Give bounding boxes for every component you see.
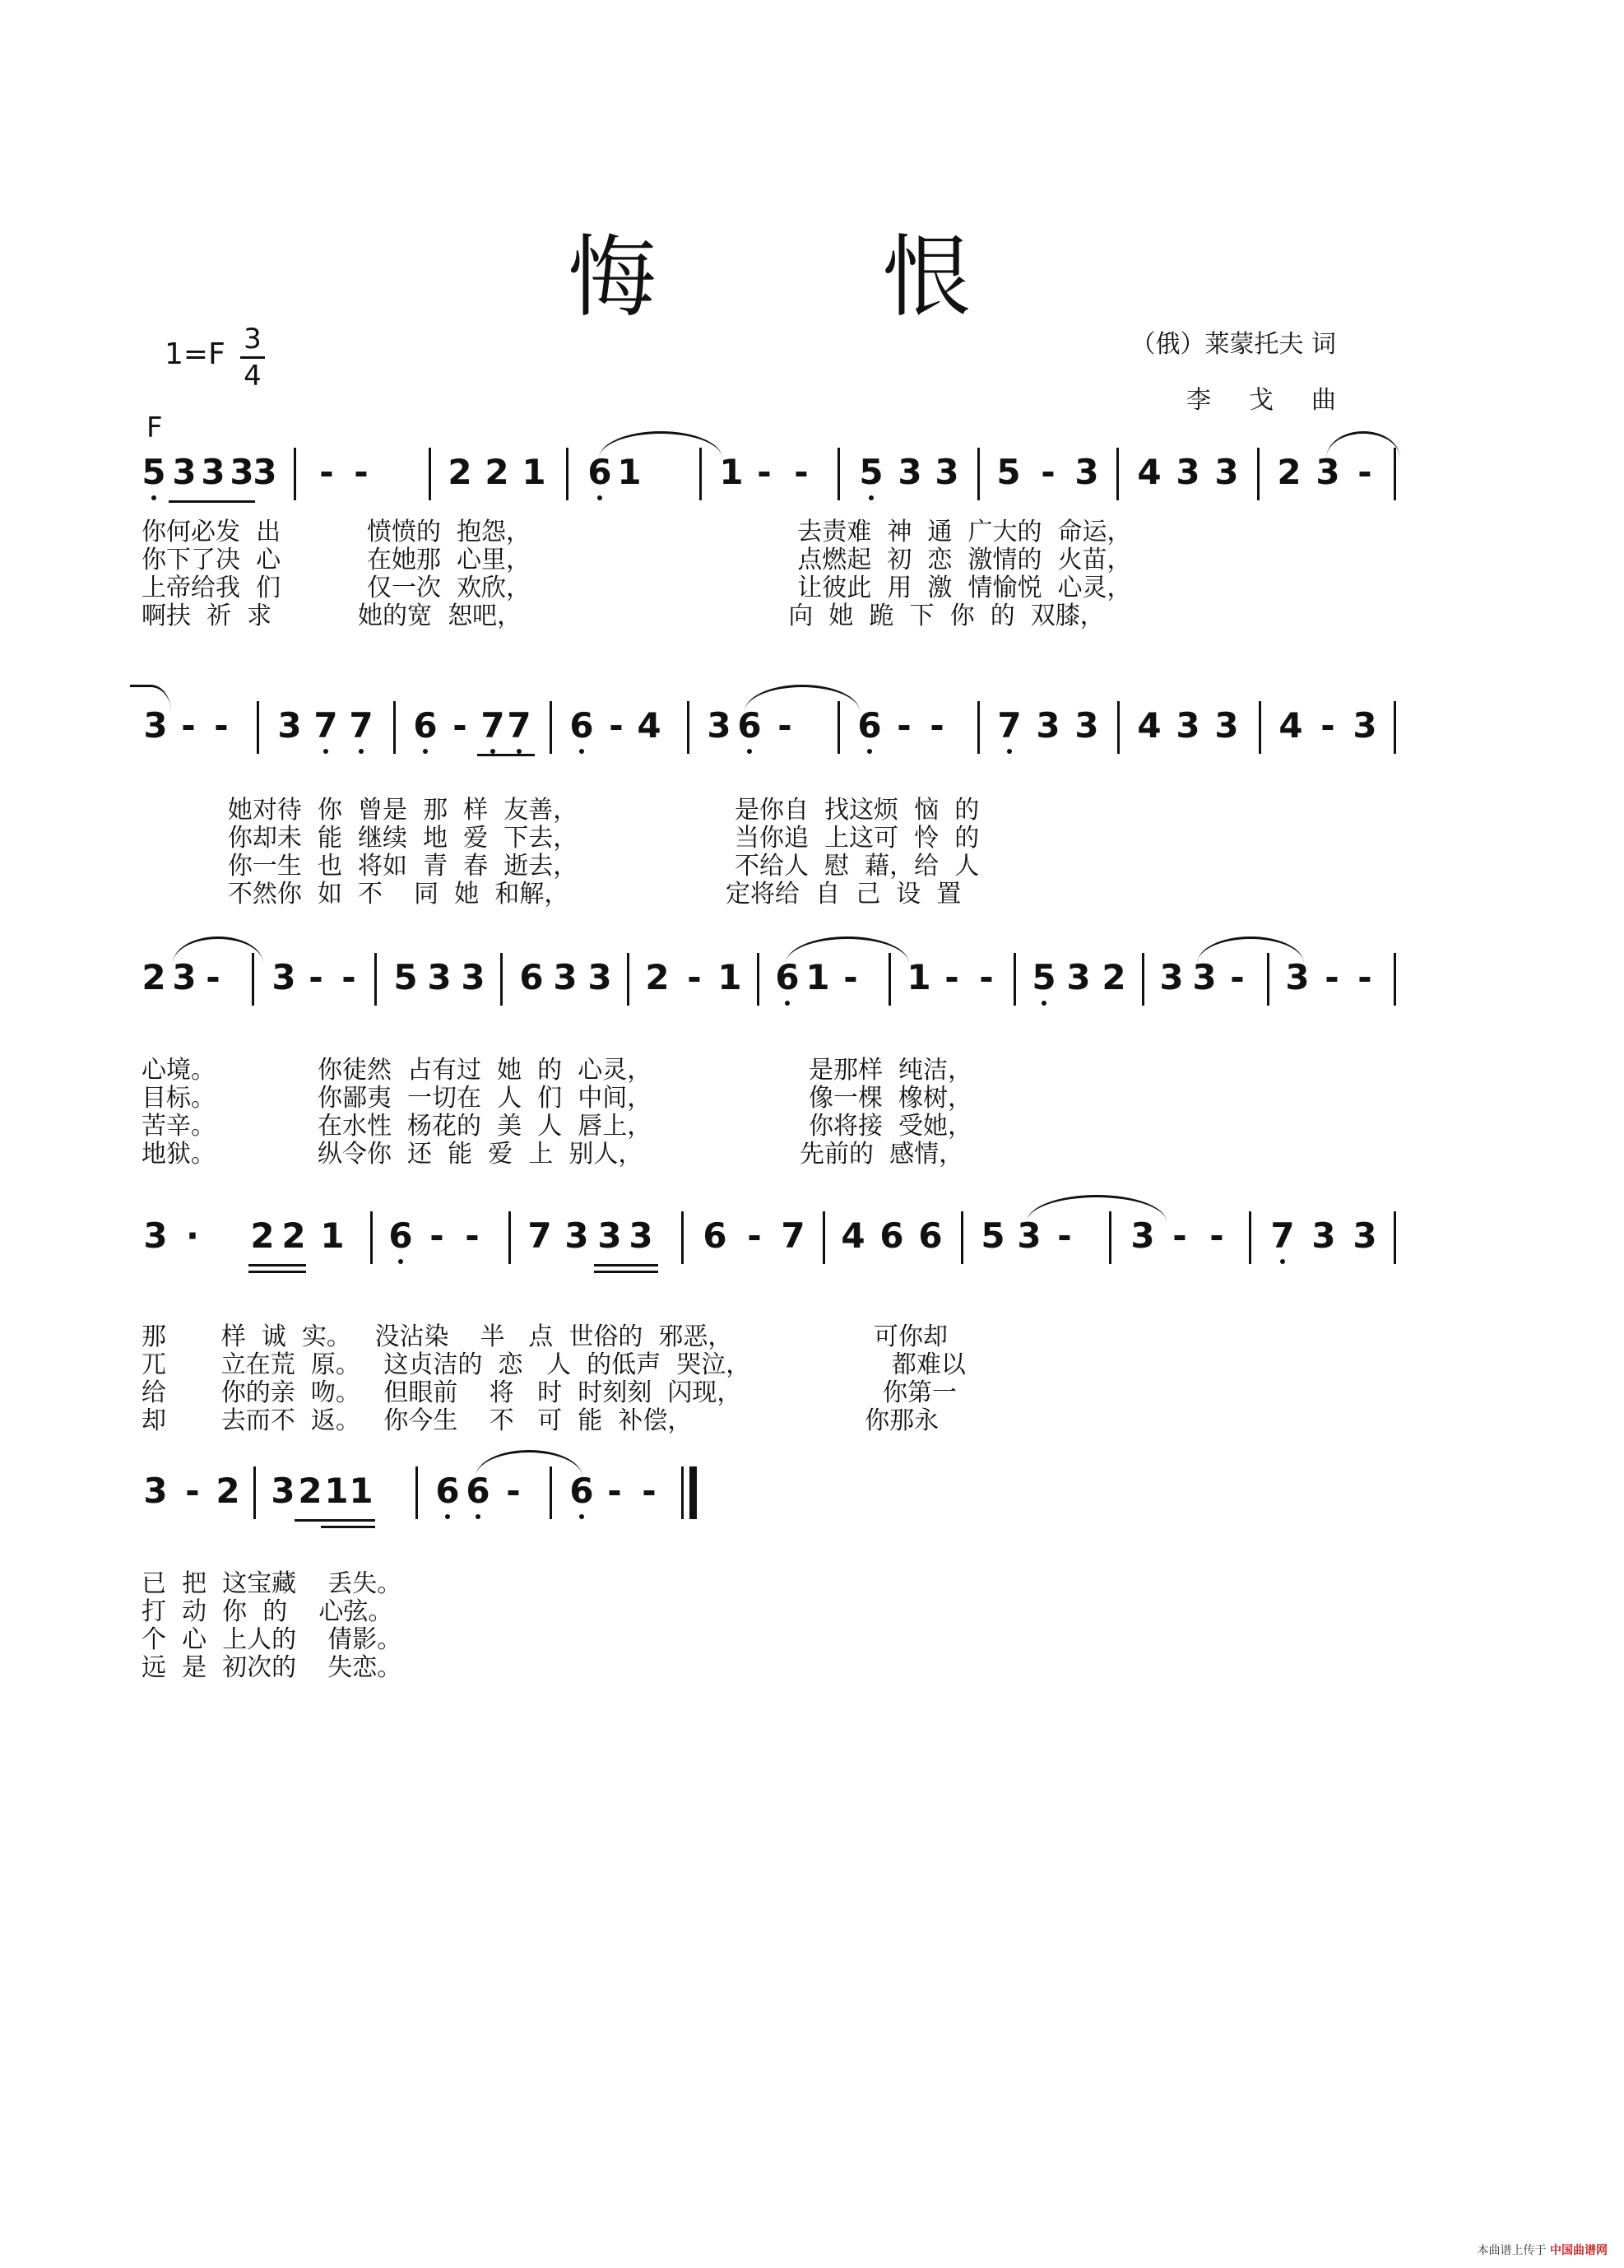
note: 3 xyxy=(1066,957,1091,997)
barline xyxy=(977,448,980,500)
barline xyxy=(1394,953,1396,1006)
barline xyxy=(253,1466,256,1519)
note: - xyxy=(1230,957,1245,997)
note: - xyxy=(687,957,702,997)
underline xyxy=(594,1264,658,1266)
barline xyxy=(257,701,259,754)
barline xyxy=(252,953,254,1006)
lyric-line: 你一生 也 将如 青 春 逝去， 不给人 慰 藉，给 人 xyxy=(142,852,980,881)
note: - xyxy=(607,1471,622,1511)
barline xyxy=(393,701,396,754)
note: - xyxy=(1041,452,1056,492)
note: 2 xyxy=(1102,957,1126,997)
note: - xyxy=(319,452,334,492)
note: 1 xyxy=(719,452,744,492)
note: - xyxy=(777,705,792,746)
note: 6 xyxy=(879,1215,904,1256)
meter-bottom: 4 xyxy=(244,360,262,393)
note: - xyxy=(309,957,323,997)
note: 5 xyxy=(996,452,1021,492)
note: 7 xyxy=(527,1215,552,1256)
note: - xyxy=(979,957,994,997)
note: 1 xyxy=(320,1215,345,1256)
note: 3 xyxy=(1214,705,1239,746)
note: 6 xyxy=(462,1471,494,1511)
note: 6 xyxy=(432,1471,463,1511)
note: 3 xyxy=(1214,452,1239,492)
barline xyxy=(1014,953,1016,1006)
note: 2 xyxy=(448,452,472,492)
note: 1 xyxy=(522,452,546,492)
barline xyxy=(1116,448,1119,500)
note: - xyxy=(1357,957,1372,997)
note: 4 xyxy=(637,705,661,746)
note: 3 xyxy=(707,705,731,746)
page-title: 悔 恨 xyxy=(568,226,1070,329)
upload-footer xyxy=(1478,2242,1608,2258)
score-row-3 xyxy=(0,958,1624,1254)
note: 7 xyxy=(503,706,535,746)
note: 1 xyxy=(324,1471,349,1511)
lyric-line: 你何必发 出 愤愤的 抱怨， 去责难 神 通 广大的 命运， xyxy=(142,518,1132,546)
barline xyxy=(1394,1211,1396,1264)
note: - xyxy=(642,1471,657,1511)
note: 3 xyxy=(427,957,452,997)
note: 3 xyxy=(564,1215,589,1256)
note: 3 xyxy=(1017,1215,1042,1256)
lyric-line: 却 去而不 返。 你今生 不 可 能 补偿， 你那永 xyxy=(142,1406,940,1435)
note: 5 xyxy=(981,1215,1005,1256)
note: 3 xyxy=(1159,957,1184,997)
note: 3 xyxy=(1074,705,1099,746)
barline xyxy=(1249,1211,1251,1264)
note: 3 xyxy=(597,1215,622,1256)
note: - xyxy=(757,452,772,492)
notes-line xyxy=(0,1471,1624,1554)
notes-line xyxy=(0,958,1624,1040)
lyric-line: 目标。 你鄙夷 一切在 人 们 中间， 像一棵 橡树， xyxy=(142,1084,973,1113)
lyric-line: 不然你 如 不 同 她 和解， 定将给 自 己 设 置 xyxy=(142,880,962,909)
barline xyxy=(429,448,431,500)
note: - xyxy=(1209,1215,1224,1256)
note: 2 xyxy=(645,957,670,997)
note: 3 xyxy=(143,1215,168,1256)
underline xyxy=(295,1519,375,1522)
barline xyxy=(1109,1211,1111,1264)
note: 6 xyxy=(385,1216,416,1256)
barline xyxy=(294,448,296,500)
lyric-line: 那 样 诚 实。 没沾染 半 点 世俗的 邪恶， 可你却 xyxy=(142,1322,949,1351)
note: 1 xyxy=(907,957,931,997)
barline xyxy=(1117,701,1120,754)
note: 3 xyxy=(587,957,612,997)
note: 3 xyxy=(201,452,225,492)
note: 3 xyxy=(1353,1215,1377,1256)
note: - xyxy=(843,957,858,997)
chord-symbol: F xyxy=(146,411,163,444)
note: - xyxy=(354,452,369,492)
note: 1 xyxy=(349,1471,374,1511)
note: - xyxy=(609,705,624,746)
note: - xyxy=(185,1471,200,1511)
note: 3 xyxy=(898,452,922,492)
note: - xyxy=(1057,1215,1072,1256)
lyric-line: 已 把 这宝藏 丢失。 xyxy=(142,1569,402,1598)
barline xyxy=(500,953,503,1006)
note: 6 xyxy=(519,957,544,997)
barline xyxy=(1394,701,1396,754)
note: 3 xyxy=(143,1471,168,1511)
barline xyxy=(370,1211,373,1264)
lyric-line: 她对待 你 曾是 那 样 友善， 是你自 找这烦 恼 的 xyxy=(142,796,980,825)
note: 6 xyxy=(854,706,885,746)
note: 3 xyxy=(1074,452,1099,492)
note: 5 xyxy=(138,453,169,492)
note: - xyxy=(452,705,467,746)
note: 7 xyxy=(477,706,508,746)
note: - xyxy=(1320,705,1335,746)
lyric-line: 打 动 你 的 心弦。 xyxy=(142,1597,393,1626)
note: 3 xyxy=(271,957,296,997)
note: - xyxy=(747,1215,762,1256)
note: 3 xyxy=(1036,705,1060,746)
note: 1 xyxy=(617,452,642,492)
note: - xyxy=(465,1215,480,1256)
note: 3 xyxy=(230,452,254,492)
note: 3 xyxy=(1285,957,1310,997)
note: 4 xyxy=(1137,452,1162,492)
barline xyxy=(550,701,552,754)
note: - xyxy=(1357,452,1372,492)
note: - xyxy=(214,705,229,746)
barline xyxy=(961,1211,963,1264)
note: - xyxy=(944,957,959,997)
note: 3 xyxy=(172,957,197,997)
underline xyxy=(248,1264,306,1266)
note: 3 xyxy=(1192,957,1217,997)
underline xyxy=(321,1526,375,1528)
final-barline-thin xyxy=(681,1466,684,1519)
note: 3 xyxy=(629,1215,653,1256)
barline xyxy=(838,448,840,500)
barline xyxy=(699,448,702,500)
note: 6 xyxy=(410,706,441,746)
note: - xyxy=(206,957,220,997)
lyric-line: 兀 立在荒 原。 这贞洁的 恋 人 的低声 哭泣， 都难以 xyxy=(142,1350,966,1379)
underline xyxy=(477,754,535,756)
note: - xyxy=(930,705,944,746)
note: 3 xyxy=(1311,1215,1336,1256)
note: 6 xyxy=(772,958,803,997)
note: 6 xyxy=(918,1215,943,1256)
note: 2 xyxy=(298,1471,322,1511)
note: - xyxy=(1325,957,1339,997)
barline xyxy=(1257,448,1260,500)
barline xyxy=(627,953,629,1006)
note: - xyxy=(429,1215,444,1256)
note: 3 xyxy=(143,705,168,746)
score-row-5 xyxy=(0,1471,1624,1768)
note: 7 xyxy=(346,706,377,746)
lyric-line: 你却未 能 继续 地 爱 下去， 当你追 上这可 怜 的 xyxy=(142,824,980,853)
meter-line xyxy=(240,356,265,359)
barline xyxy=(838,701,840,754)
note: 1 xyxy=(805,957,830,997)
note: 5 xyxy=(1028,958,1060,997)
note: 3 xyxy=(253,452,277,492)
barline xyxy=(889,953,891,1006)
note: 2 xyxy=(1277,452,1302,492)
notes-line xyxy=(0,706,1624,788)
note: 4 xyxy=(1278,705,1303,746)
barline xyxy=(374,953,377,1006)
barline xyxy=(566,448,568,500)
note: 7 xyxy=(310,706,341,746)
note: 6 xyxy=(566,1471,597,1511)
barline xyxy=(1267,953,1269,1006)
lyric-line: 啊扶 祈 求 她的宽 恕吧， 向 她 跪 下 你 的 双膝， xyxy=(142,602,1105,630)
note: 3 xyxy=(1176,705,1200,746)
note: 4 xyxy=(1137,705,1162,746)
note: 3 xyxy=(1176,452,1200,492)
note: 3 xyxy=(1315,452,1340,492)
lyric-line: 个 心 上人的 倩影。 xyxy=(142,1625,402,1654)
note: 7 xyxy=(994,706,1025,746)
note: 3 xyxy=(271,1471,295,1511)
barline xyxy=(508,1211,511,1264)
note: - xyxy=(897,705,912,746)
note: 3 xyxy=(553,957,578,997)
barline xyxy=(977,701,980,754)
note: 6 xyxy=(566,706,597,746)
meter-top: 3 xyxy=(244,323,262,356)
note: · xyxy=(186,1215,199,1256)
note: 4 xyxy=(841,1215,865,1256)
final-barline-thick xyxy=(689,1466,697,1519)
barline xyxy=(1142,953,1144,1006)
lyric-line: 给 你的亲 吻。 但眼前 将 时 时刻刻 闪现， 你第一 xyxy=(142,1378,957,1407)
note: - xyxy=(1172,1215,1187,1256)
note: 7 xyxy=(781,1215,805,1256)
underline xyxy=(248,1271,306,1273)
note: 2 xyxy=(142,957,166,997)
lyric-line: 你下了决 心 在她那 心里， 点燃起 初 恋 激情的 火苗， xyxy=(142,546,1132,574)
notes-line xyxy=(0,1216,1624,1299)
barline xyxy=(823,1211,825,1264)
composer-credit: 李戈曲 xyxy=(1186,386,1374,415)
tie xyxy=(599,431,722,458)
note: 3 xyxy=(461,957,485,997)
note: 3 xyxy=(172,452,197,492)
site-brand[interactable]: 中国曲谱网 xyxy=(1550,2244,1608,2257)
lyric-line: 地狱。 纵令你 还 能 爱 上 别人， 先前的 感情， xyxy=(142,1140,964,1169)
underline xyxy=(594,1271,658,1273)
upload-text: 本曲谱上传于 xyxy=(1477,2244,1547,2257)
lyric-line: 苦辛。 在水性 杨花的 美 人 唇上， 你将接 受她， xyxy=(142,1112,973,1141)
lyricist-credit: （俄）莱蒙托夫 词 xyxy=(1130,330,1336,359)
barline xyxy=(550,1466,552,1519)
barline xyxy=(415,1466,418,1519)
barline xyxy=(757,953,759,1006)
barline xyxy=(681,1211,684,1264)
note: 2 xyxy=(281,1215,306,1256)
key-signature: 1=F xyxy=(165,337,225,371)
note: 5 xyxy=(393,957,418,997)
note: 1 xyxy=(717,957,742,997)
barline xyxy=(1394,448,1396,500)
note: 3 xyxy=(935,452,959,492)
note: - xyxy=(506,1471,521,1511)
note: 6 xyxy=(703,1215,727,1256)
note: 2 xyxy=(485,452,509,492)
lyric-line: 上帝给我 们 仅一次 欢欣， 让彼此 用 激 情愉悦 心灵， xyxy=(142,574,1132,602)
note: 2 xyxy=(250,1215,275,1256)
note: - xyxy=(794,452,809,492)
note: 3 xyxy=(1353,705,1377,746)
score-row-4 xyxy=(0,1216,1624,1513)
lyric-line: 远 是 初次的 失恋。 xyxy=(142,1653,402,1682)
note: 2 xyxy=(216,1471,240,1511)
note: - xyxy=(181,705,196,746)
lyric-line: 心境。 你徒然 占有过 她 的 心灵， 是那样 纯洁， xyxy=(142,1056,973,1085)
underline xyxy=(169,500,255,503)
barline xyxy=(1259,701,1261,754)
tie xyxy=(1326,431,1400,458)
note: 3 xyxy=(1130,1215,1155,1256)
note: 6 xyxy=(734,706,765,746)
credits xyxy=(1130,317,1374,429)
note: 6 xyxy=(584,453,615,492)
note: 5 xyxy=(856,453,887,492)
note: - xyxy=(341,957,356,997)
note: 3 xyxy=(277,705,302,746)
barline xyxy=(687,701,689,754)
note: 7 xyxy=(1267,1216,1298,1256)
time-signature xyxy=(240,323,265,393)
